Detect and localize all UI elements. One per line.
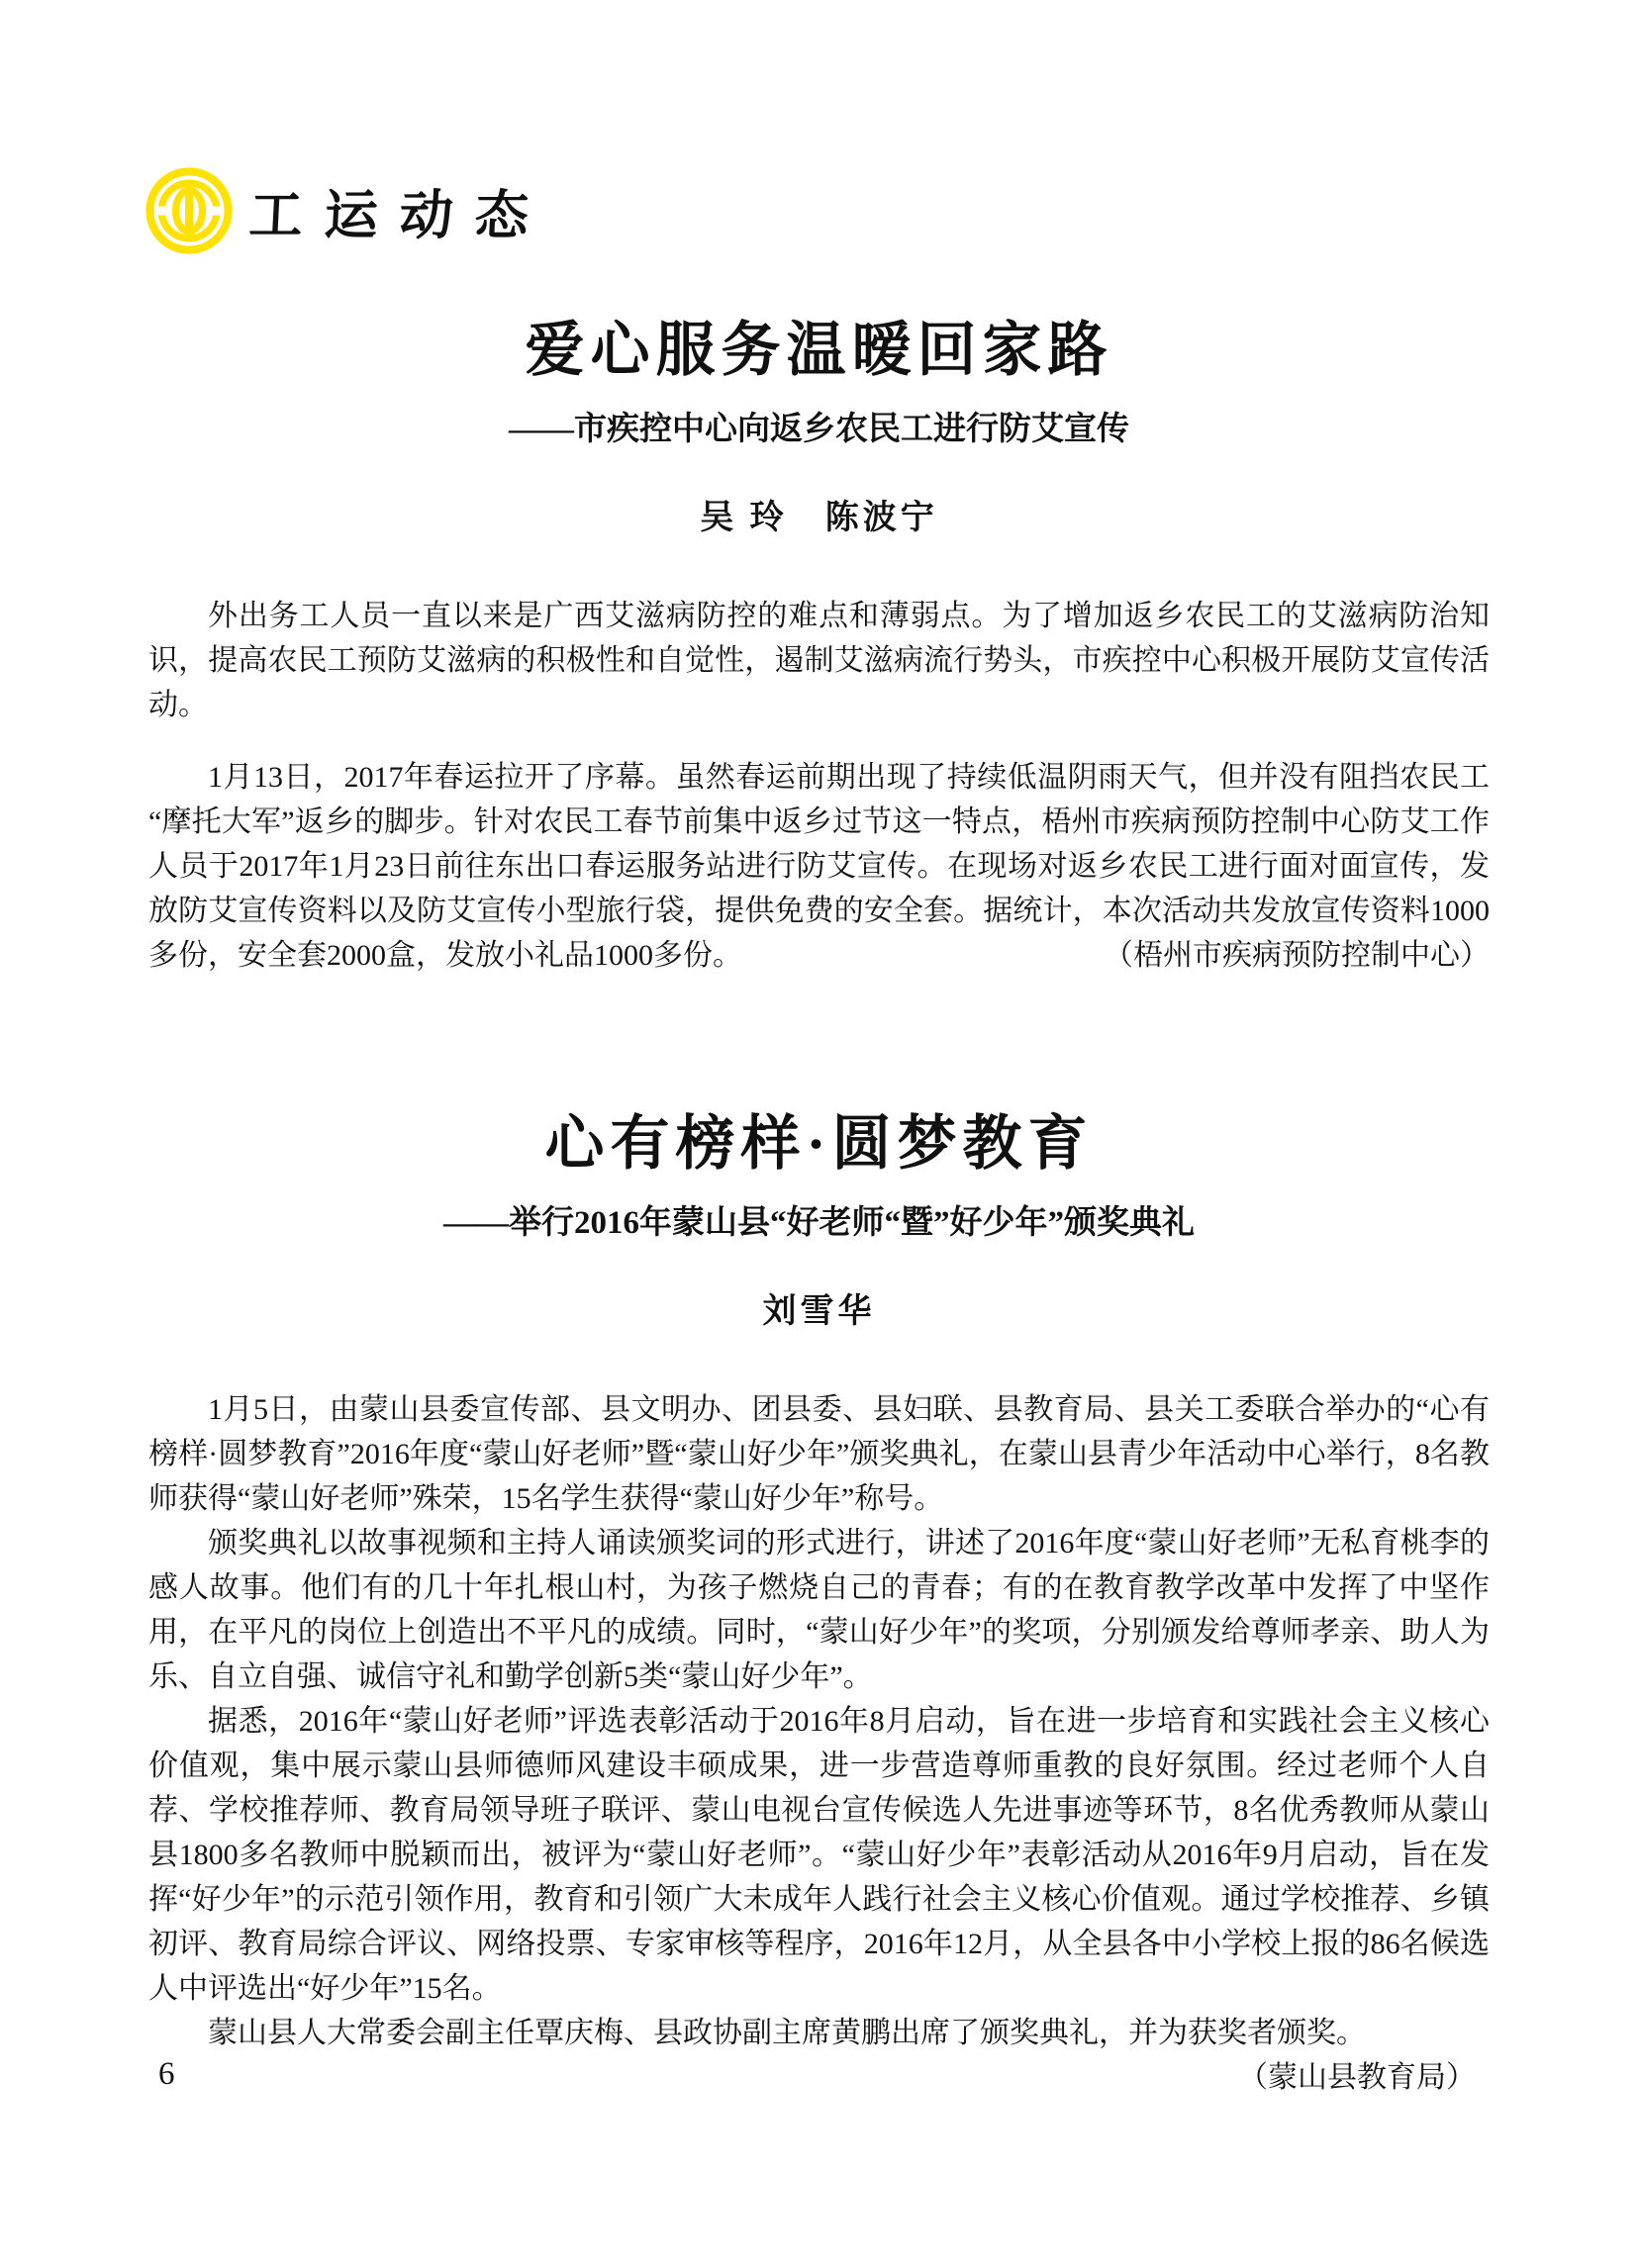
- article-1-paragraph: 1月13日，2017年春运拉开了序幕。虽然春运前期出现了持续低温阴雨天气，但并没有阻挡农民工“摩托大军”返乡的脚步。针对农民工春节前集中返乡过节这一特点，梧州市疾病预防控制中心防艾工作人员于2017年1月23日前往东出口春运服务站进行防艾宣传。在现场对返乡农民工进行面对面宣传，发放防艾宣传资料以及防艾宣传小型旅行袋，提供免费的安全套。据统计，本次活动共发放宣传资料1000多份，安全套2000盒，发放小礼品1000多份。: [148, 761, 1490, 972]
- article-2-attribution: （蒙山县教育局）: [1238, 2061, 1476, 2094]
- article-1-title: 爱心服务温暧回家路: [525, 318, 1113, 383]
- article-2-paragraph: 颁奖典礼以故事视频和主持人诵读颁奖词的形式进行，讲述了2016年度“蒙山好老师”无私育桃李的感人故事。他们有的几十年扎根山村，为孩子燃烧自己的青春；有的在教育教学改革中发挥了中坚作用，在平凡的岗位上创造出不平凡的成绩。同时，“蒙山好少年”的奖项，分别颁发给尊师孝亲、助人为乐、自立自强、诚信守礼和勤学创新5类“蒙山好少年”。: [148, 1527, 1490, 1693]
- article-2-subtitle: ——举行2016年蒙山县“好老师“暨”好少年”颁奖典礼: [443, 1205, 1195, 1241]
- article-2-title: 心有榜样·圆梦教育: [544, 1111, 1094, 1177]
- article-1-attribution: （梧州市疾病预防控制中心）: [1104, 939, 1490, 972]
- article-2: [148, 1108, 1490, 2100]
- article-1: [148, 315, 1490, 978]
- article-2-paragraph: 1月5日，由蒙山县委宣传部、县文明办、团县委、县妇联、县教育局、县关工委联合举办的“心有榜样·圆梦教育”2016年度“蒙山好老师”暨“蒙山好少年”颁奖典礼，在蒙山县青少年活动中心举行，8名教师获得“蒙山好老师”殊荣，15名学生获得“蒙山好少年”称号。: [148, 1393, 1490, 1515]
- masthead-brand: 工运动态: [247, 185, 552, 245]
- article-2-paragraph: 据悉，2016年“蒙山好老师”评选表彰活动于2016年8月启动，旨在进一步培育和实践社会主义核心价值观，集中展示蒙山县师德师风建设丰硕成果，进一步营造尊师重教的良好氛围。经过老师个人自荐、学校推荐师、教育局领导班子联评、蒙山电视台宣传候选人先进事迹等环节，8名优秀教师从蒙山县1800多名教师中脱颖而出，被评为“蒙山好老师”。“蒙山好少年”表彰活动从2016年9月启动，旨在发挥“好少年”的示范引领作用，教育和引领广大未成年人践行社会主义核心价值观。通过学校推荐、乡镇初评、教育局综合评议、网络投票、专家审核等程序，2016年12月，从全县各中小学校上报的86名候选人中评选出“好少年”15名。: [148, 1705, 1490, 2005]
- article-2-authors: 刘雪华: [762, 1293, 876, 1330]
- article-1-subtitle: ——市疾控中心向返乡农民工进行防艾宣传: [509, 412, 1129, 447]
- article-1-paragraph: 外出务工人员一直以来是广西艾滋病防控的难点和薄弱点。为了增加返乡农民工的艾滋病防治知识，提高农民工预防艾滋病的积极性和自觉性，遏制艾滋病流行势头，市疾控中心积极开展防艾宣传活动。: [148, 600, 1490, 721]
- article-1-paragraph-wrap: [148, 755, 1490, 978]
- article-1-authors: 吴 玲 陈波宁: [700, 500, 938, 536]
- article-2-paragraph: 蒙山县人大常委会副主任覃庆梅、县政协副主席黄鹏出席了颁奖典礼，并为获奖者颁奖。: [208, 2017, 1366, 2049]
- page-number: 6: [158, 2056, 175, 2092]
- page-content: [148, 0, 1490, 2100]
